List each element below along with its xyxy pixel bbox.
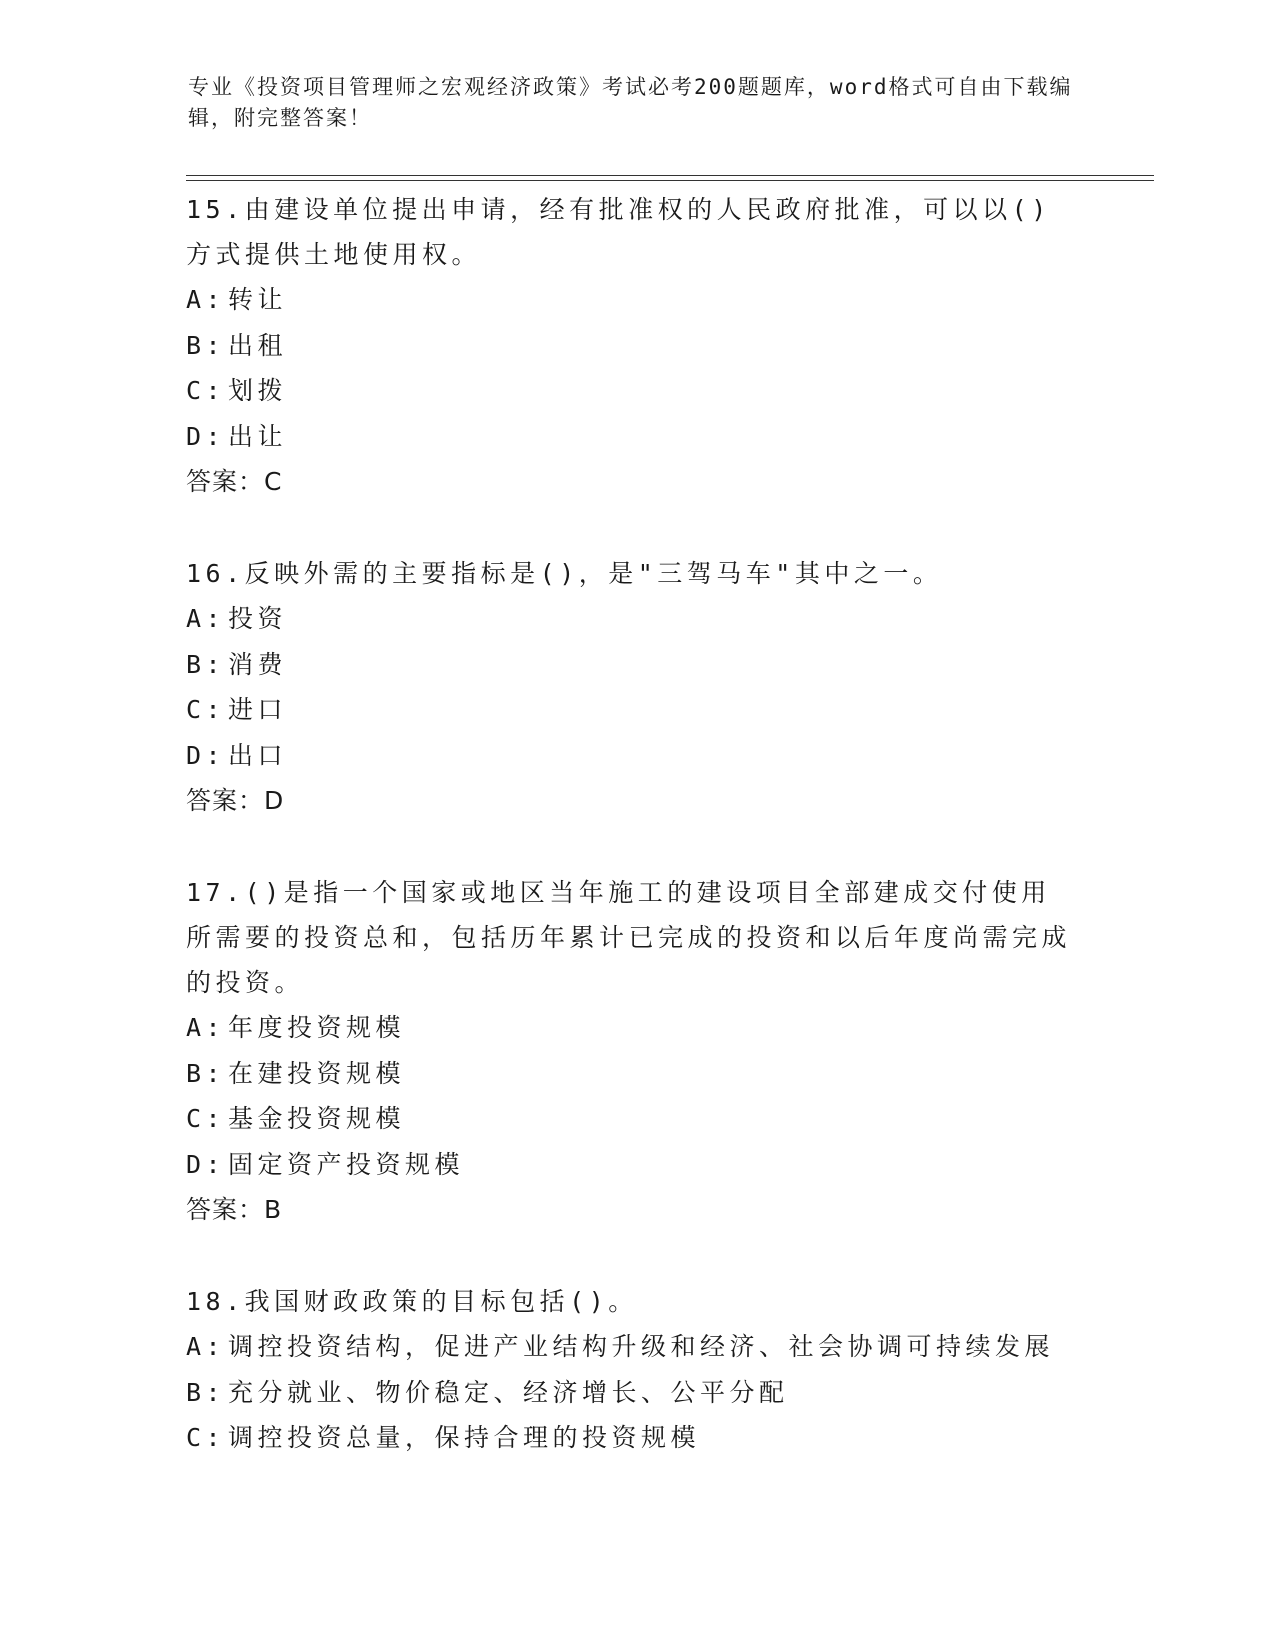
option-text: 在建投资规模 (228, 1058, 406, 1088)
option-letter: B: (186, 1377, 226, 1407)
option-text: 调控投资结构，促进产业结构升级和经济、社会协调可持续发展 (228, 1332, 1055, 1361)
option-a (186, 277, 1076, 323)
answer-line: 答案：D (186, 786, 285, 815)
option-text: 充分就业、物价稳定、经济增长、公平分配 (228, 1377, 789, 1407)
question-text: 18.我国财政政策的目标包括()。 (186, 1287, 638, 1316)
option-b (186, 323, 1076, 369)
option-text: 消费 (228, 649, 288, 679)
option-letter: A: (186, 604, 226, 633)
option-letter: C: (186, 1423, 226, 1452)
option-letter: D: (186, 1149, 226, 1179)
question-16 (186, 551, 1076, 824)
option-text: 出租 (228, 330, 288, 360)
option-d (186, 414, 1076, 460)
answer-line: 答案：C (186, 467, 283, 496)
option-letter: A: (186, 285, 226, 314)
option-d (186, 733, 1076, 779)
option-c (186, 687, 1076, 733)
option-a (186, 596, 1076, 642)
option-letter: C: (186, 1104, 226, 1133)
option-text: 进口 (228, 695, 288, 724)
header-divider-top (186, 175, 1154, 176)
answer-line: 答案：B (186, 1195, 283, 1224)
option-letter: B: (186, 1058, 226, 1088)
option-text: 划拨 (228, 376, 288, 405)
option-text: 基金投资规模 (228, 1104, 406, 1133)
option-text: 年度投资规模 (228, 1013, 406, 1042)
question-text: 17.()是指一个国家或地区当年施工的建设项目全部建成交付使用所需要的投资总和，包括历年累计已完成的投资和以后年度尚需完成的投资。 (186, 878, 1072, 997)
question-17 (186, 870, 1076, 1233)
option-letter: A: (186, 1013, 226, 1042)
question-text: 15.由建设单位提出申请，经有批准权的人民政府批准，可以以()方式提供土地使用权。 (186, 195, 1051, 269)
option-a (186, 1324, 1076, 1370)
option-text: 转让 (228, 285, 288, 314)
option-letter: C: (186, 695, 226, 724)
option-c (186, 1415, 1076, 1461)
option-text: 出让 (228, 421, 288, 451)
option-d (186, 1142, 1076, 1188)
header-divider-bottom (186, 180, 1154, 181)
question-18 (186, 1279, 1076, 1461)
option-b (186, 642, 1076, 688)
question-text: 16.反映外需的主要指标是()，是"三驾马车"其中之一。 (186, 559, 943, 588)
document-header: 专业《投资项目管理师之宏观经济政策》考试必考200题题库，word格式可自由下载编辑，附完整答案！ (188, 75, 1073, 130)
option-text: 调控投资总量，保持合理的投资规模 (228, 1423, 701, 1452)
option-text: 投资 (228, 604, 288, 633)
option-text: 出口 (228, 740, 288, 770)
option-c (186, 368, 1076, 414)
option-letter: B: (186, 649, 226, 679)
option-b (186, 1051, 1076, 1097)
option-letter: B: (186, 330, 226, 360)
question-list (186, 187, 1076, 1507)
option-text: 固定资产投资规模 (228, 1149, 465, 1179)
option-b (186, 1370, 1076, 1416)
option-letter: D: (186, 421, 226, 451)
option-a (186, 1005, 1076, 1051)
option-c (186, 1096, 1076, 1142)
option-letter: A: (186, 1332, 226, 1361)
question-15 (186, 187, 1076, 505)
option-letter: C: (186, 376, 226, 405)
option-letter: D: (186, 740, 226, 770)
